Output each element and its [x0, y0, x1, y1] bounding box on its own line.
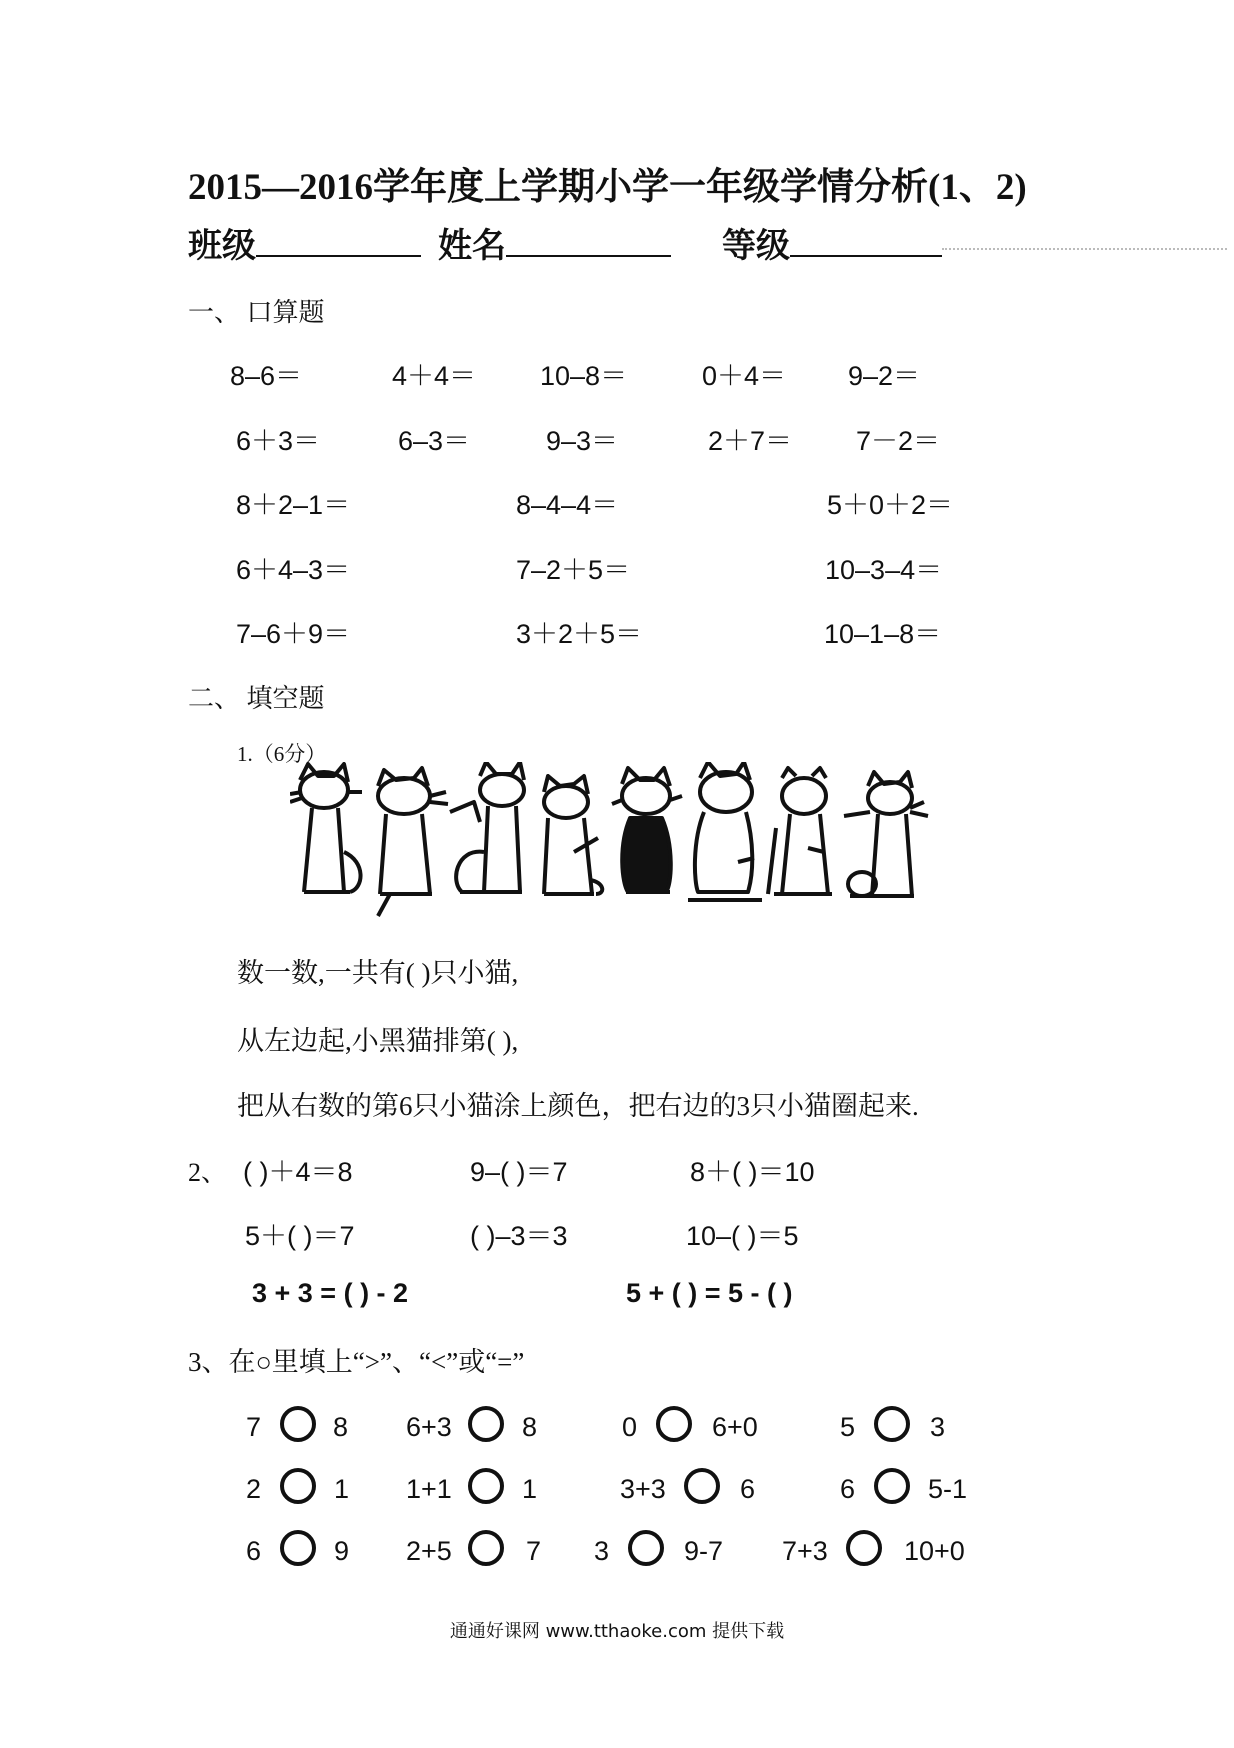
compare-left: 7+3: [782, 1536, 828, 1566]
section1-heading: 一、 口算题: [188, 298, 325, 327]
page-title: 2015—2016学年度上学期小学一年级学情分析(1、2): [188, 167, 1027, 208]
compare-circle[interactable]: [280, 1468, 316, 1504]
oral-problem: 7–6＋9＝: [236, 619, 351, 649]
compare-right: 7: [526, 1536, 542, 1566]
compare-right: 10+0: [904, 1536, 965, 1566]
oral-problem: 9–3＝: [546, 426, 619, 456]
oral-problem: 4＋4＝: [392, 361, 477, 391]
oral-problem: 9–2＝: [848, 361, 921, 391]
oral-problem: 10–3–4＝: [825, 555, 943, 585]
compare-right: 8: [333, 1412, 349, 1442]
oral-problem: 6＋4–3＝: [236, 555, 351, 585]
page-footer: 通通好课网 www.tthaoke.com 提供下载: [449, 1621, 785, 1642]
compare-left: 6: [246, 1536, 262, 1566]
compare-left: 6: [840, 1474, 856, 1504]
compare-right: 1: [334, 1474, 350, 1504]
compare-circle[interactable]: [468, 1530, 504, 1566]
cat-4: [544, 776, 602, 894]
oral-problem: 6–3＝: [398, 426, 471, 456]
compare-right: 6: [740, 1474, 756, 1504]
grade-blank[interactable]: [790, 225, 942, 257]
oral-problem: 7–2＋5＝: [516, 555, 631, 585]
compare-circle[interactable]: [656, 1406, 692, 1442]
compare-circle[interactable]: [468, 1406, 504, 1442]
section2-heading: 二、 填空题: [188, 684, 325, 713]
compare-left: 5: [840, 1412, 856, 1442]
name-field: [438, 218, 671, 267]
fill-problem: ( )–3＝3: [470, 1221, 568, 1251]
compare-circle[interactable]: [468, 1468, 504, 1504]
oral-problem: 6＋3＝: [236, 426, 321, 456]
compare-left: 3: [594, 1536, 610, 1566]
compare-circle[interactable]: [846, 1530, 882, 1566]
compare-right: 9-7: [684, 1536, 724, 1566]
q1-line-3: 把从右数的第6只小猫涂上颜色，把右边的3只小猫圈起来.: [237, 1091, 919, 1121]
dotted-divider: [942, 248, 1227, 250]
cat-5-black: [612, 768, 682, 892]
oral-problem: 5＋0＋2＝: [827, 490, 954, 520]
compare-circle[interactable]: [628, 1530, 664, 1566]
oral-problem: 8–6＝: [230, 361, 303, 391]
oral-problem: 7－2＝: [856, 426, 941, 456]
oral-problem: 3＋2＋5＝: [516, 619, 643, 649]
oral-problem: 2＋7＝: [708, 426, 793, 456]
compare-circle[interactable]: [684, 1468, 720, 1504]
cat-2: [378, 768, 448, 916]
compare-left: 2+5: [406, 1536, 452, 1566]
compare-left: 7: [246, 1412, 262, 1442]
compare-left: 6+3: [406, 1412, 452, 1442]
oral-problem: 8＋2–1＝: [236, 490, 351, 520]
class-field: [188, 218, 421, 267]
cat-7: [768, 768, 832, 894]
q2-label: 2、: [188, 1158, 228, 1187]
oral-problem: 8–4–4＝: [516, 490, 619, 520]
compare-left: 0: [622, 1412, 638, 1442]
name-blank[interactable]: [506, 225, 671, 257]
compare-circle[interactable]: [874, 1468, 910, 1504]
compare-right: 9: [334, 1536, 350, 1566]
compare-right: 6+0: [712, 1412, 758, 1442]
q1-label: 1.（6分）: [237, 742, 327, 766]
grade-field: [722, 218, 942, 267]
compare-right: 8: [522, 1412, 538, 1442]
compare-right: 3: [930, 1412, 946, 1442]
compare-right: 5-1: [928, 1474, 968, 1504]
oral-problem: 10–8＝: [540, 361, 628, 391]
compare-left: 1+1: [406, 1474, 452, 1504]
fill-problem: 8＋( )＝10: [690, 1157, 815, 1187]
fill-problem: 5＋( )＝7: [245, 1221, 355, 1251]
compare-left: 2: [246, 1474, 262, 1504]
grade-label: 等级: [722, 228, 790, 265]
compare-left: 3+3: [620, 1474, 666, 1504]
cat-3: [450, 762, 524, 892]
fill-problem: 3 + 3 = ( ) - 2: [252, 1278, 409, 1308]
class-blank[interactable]: [256, 225, 421, 257]
oral-problem: 10–1–8＝: [824, 619, 942, 649]
cats-illustration: [290, 762, 960, 922]
compare-circle[interactable]: [280, 1530, 316, 1566]
cat-8: [844, 772, 928, 896]
cat-6: [688, 762, 762, 900]
fill-problem: 9–( )＝7: [470, 1157, 568, 1187]
oral-problem: 0＋4＝: [702, 361, 787, 391]
q1-line-2: 从左边起,小黑猫排第( ),: [237, 1026, 519, 1056]
q1-line-1: 数一数,一共有( )只小猫,: [237, 958, 519, 988]
fill-problem: ( )＋4＝8: [243, 1157, 353, 1187]
fill-problem: 5 + ( ) = 5 - ( ): [626, 1278, 793, 1308]
fill-problem: 10–( )＝5: [686, 1221, 799, 1251]
name-label: 姓名: [438, 228, 506, 265]
cat-1: [290, 764, 362, 892]
compare-right: 1: [522, 1474, 538, 1504]
compare-circle[interactable]: [280, 1406, 316, 1442]
q3-heading: 3、在○里填上“>”、“<”或“=”: [188, 1347, 525, 1377]
compare-circle[interactable]: [874, 1406, 910, 1442]
class-label: 班级: [188, 228, 256, 265]
